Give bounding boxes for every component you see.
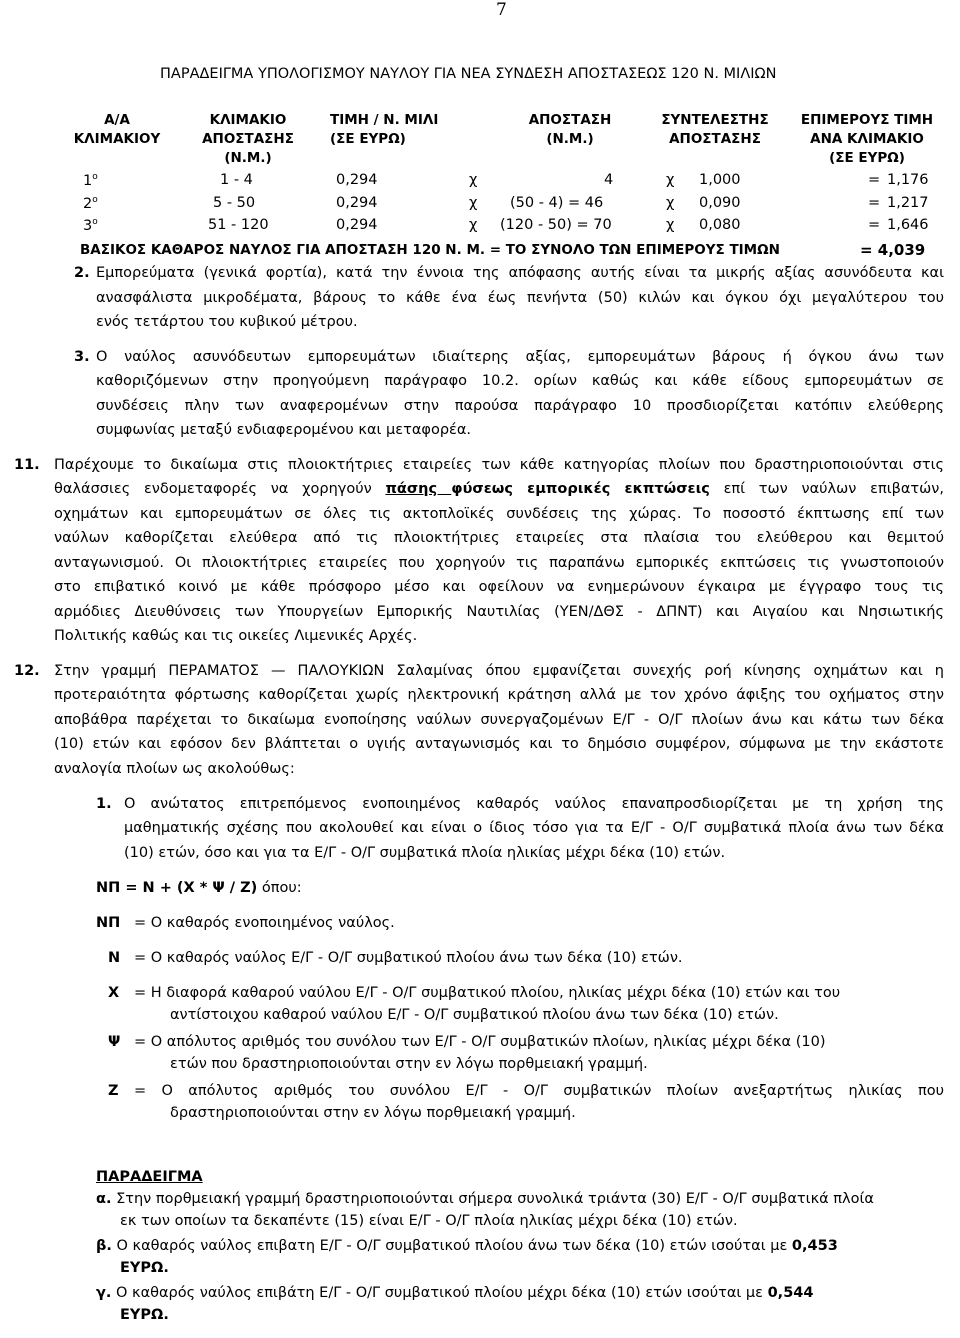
row-times-2: χ [666,172,675,188]
row-index: $3^o$ [83,217,98,234]
row-result: 1,646 [887,217,929,233]
row-times-1: χ [469,217,478,233]
row-times-2: χ [666,217,675,233]
paragraph-line: (10) ετών και εφόσον δεν βλάπτεται ο υγιής ανταγωνισμός και το δημόσιο συμφέρον, σύμφωνα με την εκάστοτε [54,736,944,752]
paragraph-line: οχημάτων και εμπορευμάτων σε όλες τις ακτοπλοϊκές συνδέσεις της χώρας. Το ποσοστό έκπτωσης επί των [54,506,944,522]
formula: ΝΠ = Ν + (Χ * Ψ / Ζ) όπου: [96,880,302,896]
paragraph-line: ναύλων καθορίζεται ελεύθερα από τις πλοιοκτήτριες εταιρείες στα πλαίσια του ελεύθερου και θεμιτού [54,530,944,546]
paragraph-line: στο επιβατικό κοινό με κάθε πρόσφορο μέσο και οφείλουν να ενημερώνουν έγκαιρα με έγγραφο τους τις [54,579,944,595]
definition-text: δραστηριοποιούνται στην εν λόγω πορθμειακή γραμμή. [170,1105,576,1121]
row-range: 1 - 4 [220,172,253,188]
header-aa: Α/Α ΚΛΙΜΑΚΙΟΥ [73,112,161,147]
row-equals: = [868,195,881,211]
row-distance: (120 - 50) = 70 [500,217,612,233]
item-number: 11. [14,457,40,473]
item-number: 1. [96,796,112,812]
paragraph-line: καθοριζόμενων στην προηγούμενη παράγραφο 10.2. ορίων καθώς και κάθε είδους εμπορευμάτων σε [96,373,944,389]
item-number: 2. [74,265,90,281]
paragraph-line: μαθηματικής σχέσης που ακολουθεί και είναι ο ίδιος τόσο για τα Ε/Γ - Ο/Γ συμβατικά πλοία άνω των δέκα [124,820,944,836]
definition-text: = Ο απόλυτος αριθμός του συνόλου των Ε/Γ - Ο/Γ συμβατικών πλοίων, ηλικίας μέχρι δέκα (10) [134,1034,826,1050]
paragraph-line: συμφωνίας μεταξύ ενδιαφερομένου και μεταφορέα. [96,422,472,438]
definition-text: αντίστοιχου καθαρού ναύλου Ε/Γ - Ο/Γ συμβατικού πλοίου άνω των δέκα (10) ετών. [170,1007,779,1023]
header-distance: ΑΠΟΣΤΑΣΗ (Ν.Μ.) [528,112,612,147]
paragraph-line: θαλάσσιες ενδομεταφορές να χορηγούν πάσης φύσεως εμπορικές εκπτώσεις επί των ναύλων επιβατών, [54,481,944,497]
paragraph-line: προτεραιότητα φόρτωσης καθορίζεται χωρίς ηλεκτρονική κράτηση αλλά με τον χρόνο άφιξης του οχήματος στην [54,687,944,703]
row-times-2: χ [666,195,675,211]
paragraph-line: συνδέσεις πλην των αναφερομένων στην παρούσα παράγραφο 10 προσδιορίζεται κατόπιν ελεύθερης [96,398,944,414]
paragraph-line: (10) ετών, όσο και για τα Ε/Γ - Ο/Γ συμβατικά πλοία ηλικίας μέχρι δέκα (10) ετών. [124,845,726,861]
example-c: γ. Ο καθαρός ναύλος επιβάτη Ε/Γ - Ο/Γ συμβατικού πλοίου μέχρι δέκα (10) ετών ισούται με 0,544 [96,1285,814,1301]
row-distance: 4 [604,172,614,188]
paragraph-line: αποβάθρα παρέχεται το δικαίωμα ενοποίησης ναύλων συνεργαζομένων Ε/Γ - Ο/Γ πλοίων άνω και κάτω των δέκα [54,712,944,728]
paragraph-line: Στην γραμμή ΠΕΡΑΜΑΤΟΣ — ΠΑΛΟΥΚΙΩΝ Σαλαμίνας όπου εμφανίζεται συνεχής ροή κίνησης οχημάτων και η [54,663,944,679]
row-result: 1,217 [887,195,929,211]
paragraph-line: Πολιτικής καθώς και τις οικείες Λιμενικές Αρχές. [54,628,418,644]
definition-key: Ζ [108,1083,119,1099]
definition-text: = Ο καθαρός ενοποιημένος ναύλος. [134,915,395,931]
paragraph-line: αρμόδιες Διευθύνσεις των Υπουργείων Εμπορικής Ναυτιλίας (ΥΕΝ/ΔΘΣ - ΔΠΝΤ) και Αιγαίου και Νησιωτικής [54,604,944,620]
example-a-cont: εκ των οποίων τα δεκαπέντε (15) είναι Ε/Γ - Ο/Γ πλοία ηλικίας μέχρι δέκα (10) ετών. [120,1213,738,1229]
definition-key: Ψ [108,1034,121,1050]
item-number: 12. [14,663,40,679]
row-distance: (50 - 4) = 46 [510,195,604,211]
row-times-1: χ [469,195,478,211]
row-coefficient: 1,000 [699,172,741,188]
row-range: 51 - 120 [208,217,269,233]
row-index: $2^o$ [83,195,98,212]
paragraph-line: αναλογία πλοίων ως ακολούθως: [54,761,295,777]
example-c-cont: ΕΥΡΩ. [120,1307,169,1323]
paragraph-line: ανασφάλιστα μικροδέματα, βάρους το κάθε ένα έως πενήντα (50) κιλών και όγκου όχι μεγαλύτερου του [96,290,944,306]
paragraph-line: ενός τετάρτου του κυβικού μέτρου. [96,314,358,330]
example-title: ΠΑΡΑΔΕΙΓΜΑ ΥΠΟΛΟΓΙΣΜΟΥ ΝΑΥΛΟΥ ΓΙΑ ΝΕΑ ΣΥΝΔΕΣΗ ΑΠΟΣΤΑΣΕΩΣ 120 Ν. ΜΙΛΙΩΝ [160,66,777,82]
header-partial-price: ΕΠΙΜΕΡΟΥΣ ΤΙΜΗ ΑΝΑ ΚΛΙΜΑΚΙΟ (ΣΕ ΕΥΡΩ) [800,112,934,166]
header-price: ΤΙΜΗ / Ν. ΜΙΛΙ (ΣΕ ΕΥΡΩ) [330,112,439,147]
paragraph-line: Παρέχουμε το δικαίωμα στις πλοιοκτήτριες εταιρείες των κάθε κατηγορίας πλοίων που δραστηριοποιούνται στις [54,457,944,473]
definition-key: ΝΠ [96,915,121,931]
paragraph-line: Εμπορεύματα (γενικά φορτία), κατά την έννοια της απόφασης αυτής είναι τα μικρής αξίας ασυνόδευτα και [96,265,944,281]
header-range: ΚΛΙΜΑΚΙΟ ΑΠΟΣΤΑΣΗΣ (Ν.Μ.) [202,112,294,166]
item-number: 3. [74,349,90,365]
row-result: 1,176 [887,172,929,188]
row-price: 0,294 [336,217,378,233]
total-label: ΒΑΣΙΚΟΣ ΚΑΘΑΡΟΣ ΝΑΥΛΟΣ ΓΙΑ ΑΠΟΣΤΑΣΗ 120 Ν. Μ. = ΤΟ ΣΥΝΟΛΟ ΤΩΝ ΕΠΙΜΕΡΟΥΣ ΤΙΜΩΝ [80,242,780,258]
row-range: 5 - 50 [213,195,256,211]
definition-text: = Η διαφορά καθαρού ναύλου Ε/Γ - Ο/Γ συμβατικού πλοίου, ηλικίας μέχρι δέκα (10) ετών και του [134,985,841,1001]
definition-key: Ν [108,950,121,966]
paragraph-line: Ο ανώτατος επιτρεπόμενος ενοποιημένος καθαρός ναύλος επαναπροσδιορίζεται με τη χρήση της [124,796,944,812]
paragraph-line: Ο ναύλος ασυνόδευτων εμπορευμάτων ιδιαίτερης αξίας, εμπορευμάτων βάρους ή όγκου άνω των [96,349,944,365]
example-b-cont: ΕΥΡΩ. [120,1260,169,1276]
example-a: α. Στην πορθμειακή γραμμή δραστηριοποιούνται σήμερα συνολικά τριάντα (30) Ε/Γ - Ο/Γ συμβατικά πλοία [96,1191,874,1207]
row-price: 0,294 [336,172,378,188]
example-heading: ΠΑΡΑΔΕΙΓΜΑ [96,1169,203,1185]
definition-key: Χ [108,985,120,1001]
row-coefficient: 0,080 [699,217,741,233]
header-coefficient: ΣΥΝΤΕΛΕΣΤΗΣ ΑΠΟΣΤΑΣΗΣ [661,112,769,147]
row-times-1: χ [469,172,478,188]
row-equals: = [868,217,881,233]
row-index: $1^o$ [83,172,98,189]
paragraph-line: ανταγωνισμού. Οι πλοιοκτήτριες εταιρείες που χορηγούν τις παραπάνω εμπορικές εκπτώσεις τις γνωστοποιούν [54,555,944,571]
row-equals: = [868,172,881,188]
page-number: 7 [496,0,507,20]
example-b: β. Ο καθαρός ναύλος επιβατη Ε/Γ - Ο/Γ συμβατικού πλοίου άνω των δέκα (10) ετών ισούται με 0,453 [96,1238,838,1254]
definition-text: = Ο απόλυτος αριθμός του συνόλου Ε/Γ - Ο/Γ συμβατικών πλοίων ανεξαρτήτως ηλικίας που [134,1083,944,1099]
definition-text: ετών που δραστηριοποιούνται στην εν λόγω πορθμειακή γραμμή. [170,1056,648,1072]
row-coefficient: 0,090 [699,195,741,211]
definition-text: = Ο καθαρός ναύλος Ε/Γ - Ο/Γ συμβατικού πλοίου άνω των δέκα (10) ετών. [134,950,683,966]
row-price: 0,294 [336,195,378,211]
total-value: = 4,039 [860,241,926,259]
